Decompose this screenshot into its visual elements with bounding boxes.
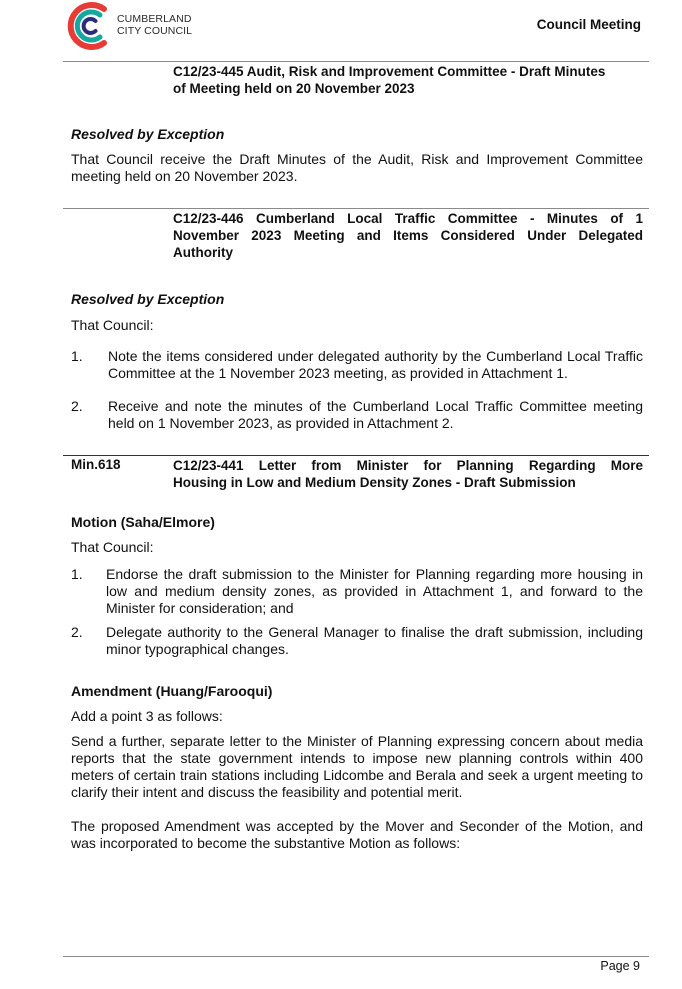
item-446-heading-line2: November 2023 Meeting and Items Considered Under Delegated bbox=[173, 228, 643, 243]
section-divider bbox=[63, 61, 649, 62]
item-446-resolved-label: Resolved by Exception bbox=[71, 291, 225, 307]
list-item-number: 1. bbox=[71, 566, 83, 582]
list-item-text: Note the items considered under delegated authority by the Cumberland Local Traffic Committee at the 1 November 2023 meeting, as provided in Attachment 1. bbox=[108, 348, 643, 381]
amendment-text: Send a further, separate letter to the Minister of Planning expressing concern about media reports that the state government intends to impose new planning controls within 400 meters of certain train stations including Lidcombe and Berala and seek a urgent meeting to clarify their intent and discuss the feasibility and potential merit. bbox=[71, 733, 643, 800]
footer-divider bbox=[63, 956, 649, 957]
amendment-intro: Add a point 3 as follows: bbox=[71, 708, 223, 724]
item-441-heading-line2: Housing in Low and Medium Density Zones - Draft Submission bbox=[173, 475, 576, 490]
org-name-line2: CITY COUNCIL bbox=[117, 25, 193, 37]
amendment-title: Amendment (Huang/Farooqui) bbox=[71, 683, 273, 699]
item-441-heading-line1: C12/23-441 Letter from Minister for Planning Regarding More bbox=[173, 458, 643, 473]
section-divider bbox=[63, 455, 649, 456]
section-divider bbox=[63, 208, 649, 209]
cumberland-logo bbox=[64, 0, 114, 52]
org-name-line1: CUMBERLAND bbox=[117, 13, 192, 25]
amendment-accepted-text: The proposed Amendment was accepted by the Mover and Seconder of the Motion, and was incorporated to become the substantive Motion as follows: bbox=[71, 818, 643, 851]
item-445-resolved-label: Resolved by Exception bbox=[71, 126, 225, 142]
minute-number: Min.618 bbox=[71, 457, 121, 472]
item-446-heading-line3: Authority bbox=[173, 245, 233, 260]
meeting-title: Council Meeting bbox=[536, 17, 641, 32]
list-item-number: 2. bbox=[71, 624, 83, 640]
item-446-heading-line1: C12/23-446 Cumberland Local Traffic Committee - Minutes of 1 bbox=[173, 211, 643, 226]
item-446-intro: That Council: bbox=[71, 317, 154, 333]
list-item-text: Receive and note the minutes of the Cumberland Local Traffic Committee meeting held on 1 November 2023, as provided in Attachment 2. bbox=[108, 398, 643, 431]
item-445-heading-line1: C12/23-445 Audit, Risk and Improvement Committee - Draft Minutes bbox=[173, 64, 606, 79]
list-item-number: 1. bbox=[71, 348, 83, 364]
item-445-heading-line2: of Meeting held on 20 November 2023 bbox=[173, 81, 415, 96]
motion-title: Motion (Saha/Elmore) bbox=[71, 514, 215, 530]
list-item-text: Endorse the draft submission to the Minister for Planning regarding more housing in low and medium density zones, as provided in Attachment 1, and forward to the Minister for consideration; and bbox=[106, 566, 643, 616]
list-item-number: 2. bbox=[71, 398, 83, 414]
list-item-text: Delegate authority to the General Manager to finalise the draft submission, including minor typographical changes. bbox=[106, 624, 643, 657]
page-number: Page 9 bbox=[600, 959, 640, 973]
item-445-resolution-text: That Council receive the Draft Minutes of the Audit, Risk and Improvement Committee meeting held on 20 November 2023. bbox=[71, 151, 643, 184]
motion-intro: That Council: bbox=[71, 539, 154, 555]
